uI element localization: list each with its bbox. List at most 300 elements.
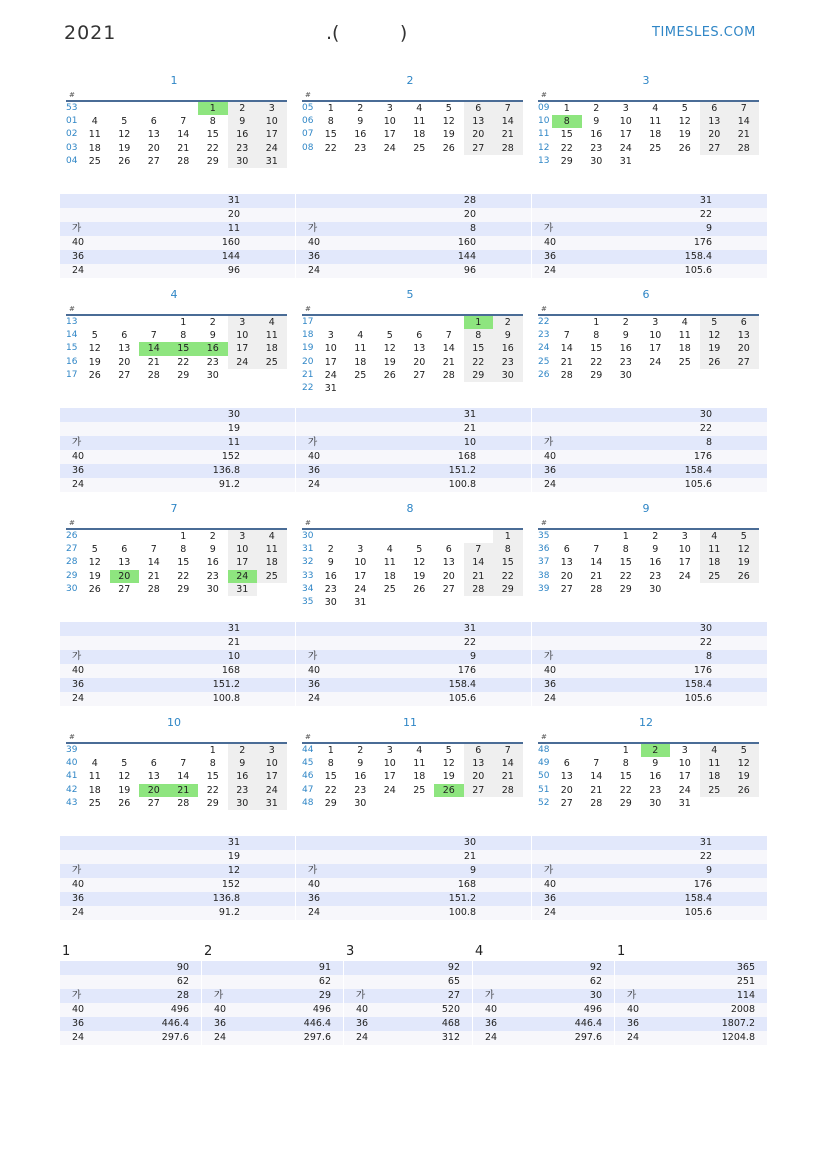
day-cell: 28 — [177, 155, 190, 167]
stats-value: 176 — [457, 665, 476, 676]
day-cell: 2 — [652, 531, 659, 542]
day-cell: 28 — [147, 369, 160, 381]
stats-label: 40 — [308, 237, 321, 248]
stats-value: 168 — [221, 665, 240, 676]
day-cell: 19 — [383, 356, 396, 368]
stats-row — [60, 836, 295, 850]
day-cell: 16 — [493, 342, 523, 355]
month-grid — [302, 314, 523, 395]
stats-table — [532, 836, 767, 920]
day-cell: 15 — [177, 557, 190, 569]
day-cell: 24 — [649, 356, 662, 368]
day-cell: 1 — [493, 530, 523, 543]
week-row — [538, 142, 759, 155]
week-number: 22 — [302, 382, 314, 393]
day-cell: 29 — [324, 797, 337, 809]
stats-row — [532, 436, 767, 450]
stats-label: 40 — [72, 237, 85, 248]
week-row — [302, 128, 523, 141]
day-cell: 29 — [177, 583, 190, 595]
day-cell: 19 — [118, 784, 131, 796]
day-cell: 10 — [619, 116, 632, 128]
stats-value: 176 — [693, 237, 712, 248]
day-cell: 15 — [464, 342, 494, 355]
day-cell: 23 — [228, 784, 258, 797]
week-row — [302, 797, 523, 810]
day-cell: 6 — [121, 544, 128, 556]
day-cell: 2 — [357, 745, 364, 756]
week-number: 48 — [302, 797, 314, 808]
week-number: 42 — [66, 784, 78, 795]
stats-label: 40 — [308, 879, 321, 890]
stats-table — [532, 194, 767, 278]
day-cell: 7 — [445, 330, 452, 342]
brand-link[interactable]: TIMESLES.COM — [652, 25, 756, 40]
week-row — [302, 744, 523, 757]
day-cell: 9 — [228, 115, 258, 128]
week-number: 16 — [66, 356, 78, 367]
day-cell: 13 — [464, 115, 494, 128]
stats-row — [532, 464, 767, 478]
month-grid — [66, 742, 287, 810]
week-number: 17 — [66, 369, 78, 380]
stats-value: 31 — [699, 195, 712, 206]
week-number: 08 — [302, 142, 314, 153]
day-cell: 1 — [198, 102, 228, 115]
stats-row — [532, 422, 767, 436]
stats-value: 8 — [705, 437, 712, 448]
week-number: 53 — [66, 103, 78, 113]
stats-label: 24 — [485, 1032, 498, 1043]
empty-day-cell — [80, 530, 110, 543]
stats-label: 가 — [544, 223, 554, 234]
stats-table — [344, 961, 472, 1045]
day-cell: 22 — [324, 142, 337, 154]
week-number: 50 — [538, 771, 550, 782]
week-row — [538, 784, 759, 797]
stats-value: 158.4 — [684, 893, 712, 904]
stats-label: 24 — [544, 693, 557, 704]
week-number: 17 — [302, 317, 314, 327]
day-cell: 30 — [228, 797, 258, 810]
stats-value: 144 — [221, 251, 240, 262]
day-cell: 16 — [228, 770, 258, 783]
stats-row — [60, 961, 201, 975]
week-number: 20 — [302, 356, 314, 367]
week-row — [66, 770, 287, 783]
day-cell: 3 — [357, 544, 364, 556]
day-cell: 5 — [729, 530, 759, 543]
week-number: 29 — [66, 570, 78, 581]
week-number: 47 — [302, 784, 314, 795]
stats-row — [60, 975, 201, 989]
stats-label: 36 — [72, 1018, 85, 1029]
week-row — [66, 329, 287, 342]
stats-label: 가 — [308, 865, 318, 876]
stats-label: 가 — [308, 651, 318, 662]
stats-value: 144 — [457, 251, 476, 262]
month-calendar — [296, 716, 524, 810]
month-calendar — [532, 502, 760, 596]
day-cell: 9 — [209, 330, 216, 342]
day-cell: 29 — [619, 583, 632, 595]
day-cell: 22 — [493, 570, 523, 583]
day-cell: 13 — [700, 115, 730, 128]
week-number-header: # — [541, 305, 547, 313]
stats-value: 31 — [227, 837, 240, 848]
stats-row — [202, 1017, 343, 1031]
empty-day-cell — [464, 382, 494, 395]
empty-day-cell — [375, 797, 405, 810]
day-cell: 1 — [563, 103, 570, 114]
day-cell: 25 — [383, 583, 396, 595]
empty-day-cell — [375, 316, 405, 329]
stats-value: 31 — [227, 623, 240, 634]
week-number: 18 — [302, 330, 314, 341]
day-cell: 12 — [383, 343, 396, 355]
day-cell: 8 — [622, 758, 629, 770]
day-cell: 25 — [354, 369, 367, 381]
week-row — [302, 757, 523, 770]
day-cell: 16 — [619, 343, 632, 355]
day-cell: 31 — [678, 797, 691, 809]
month-title: 1 — [170, 74, 178, 87]
stats-value: 27 — [447, 990, 460, 1001]
day-cell: 31 — [257, 155, 287, 168]
day-cell: 6 — [150, 758, 157, 770]
empty-day-cell — [169, 102, 199, 115]
day-cell: 21 — [147, 570, 160, 582]
day-cell: 15 — [493, 556, 523, 569]
stats-value: 30 — [699, 409, 712, 420]
day-cell: 18 — [88, 784, 101, 796]
empty-day-cell — [316, 316, 346, 329]
stats-value: 20 — [227, 209, 240, 220]
stats-label: 36 — [308, 465, 321, 476]
stats-value: 11 — [227, 223, 240, 234]
stats-row — [473, 989, 614, 1003]
day-cell: 17 — [649, 343, 662, 355]
empty-day-cell — [346, 382, 376, 395]
day-cell: 8 — [593, 330, 600, 342]
day-cell: 29 — [619, 797, 632, 809]
day-cell: 22 — [206, 142, 219, 154]
stats-row — [473, 975, 614, 989]
day-cell: 17 — [228, 342, 258, 355]
week-row — [302, 102, 523, 115]
day-cell: 19 — [729, 770, 759, 783]
day-cell: 19 — [442, 771, 455, 783]
stats-row — [60, 436, 295, 450]
stats-row — [296, 906, 531, 920]
stats-row — [532, 236, 767, 250]
day-cell: 15 — [169, 342, 199, 355]
day-cell: 14 — [177, 129, 190, 141]
stats-row — [296, 850, 531, 864]
day-cell: 28 — [442, 369, 455, 381]
month-title: 12 — [639, 716, 653, 729]
day-cell: 10 — [324, 343, 337, 355]
month-calendar — [296, 74, 524, 155]
day-cell: 12 — [729, 757, 759, 770]
stats-row — [296, 892, 531, 906]
day-cell: 19 — [88, 570, 101, 582]
day-cell: 14 — [493, 757, 523, 770]
day-cell: 2 — [357, 103, 364, 114]
day-cell: 11 — [354, 343, 367, 355]
stats-label: 가 — [627, 990, 637, 1001]
empty-day-cell — [552, 744, 582, 757]
stats-row — [60, 250, 295, 264]
day-cell: 7 — [729, 102, 759, 115]
stats-value: 91.2 — [218, 479, 240, 490]
day-cell: 26 — [700, 356, 730, 369]
day-cell: 20 — [413, 356, 426, 368]
empty-day-cell — [464, 596, 494, 609]
day-cell: 7 — [180, 116, 187, 128]
day-cell: 16 — [354, 771, 367, 783]
day-cell: 25 — [88, 155, 101, 167]
day-cell: 5 — [386, 330, 393, 342]
day-cell: 6 — [445, 544, 452, 556]
week-number: 21 — [302, 369, 314, 380]
day-cell: 24 — [383, 142, 396, 154]
day-cell: 6 — [563, 544, 570, 556]
day-cell: 23 — [324, 583, 337, 595]
stats-value: 19 — [227, 423, 240, 434]
stats-value: 160 — [221, 237, 240, 248]
stats-row — [532, 836, 767, 850]
day-cell: 9 — [357, 116, 364, 128]
empty-day-cell — [139, 530, 169, 543]
stats-value: 62 — [589, 976, 602, 987]
stats-value: 21 — [463, 851, 476, 862]
week-row — [538, 770, 759, 783]
day-cell: 30 — [228, 155, 258, 168]
stats-label: 36 — [214, 1018, 227, 1029]
day-cell: 28 — [590, 797, 603, 809]
stats-label: 40 — [72, 451, 85, 462]
empty-day-cell — [434, 596, 464, 609]
stats-row — [532, 892, 767, 906]
day-cell: 1 — [464, 316, 494, 329]
empty-day-cell — [346, 530, 376, 543]
day-cell: 16 — [206, 557, 219, 569]
day-cell: 14 — [590, 771, 603, 783]
stats-label: 36 — [308, 893, 321, 904]
day-cell: 24 — [383, 784, 396, 796]
stats-label: 가 — [72, 651, 82, 662]
month-calendar — [60, 716, 288, 810]
week-number: 43 — [66, 797, 78, 808]
stats-value: 176 — [693, 451, 712, 462]
week-row — [538, 757, 759, 770]
empty-day-cell — [582, 530, 612, 543]
day-cell: 18 — [383, 570, 396, 582]
stats-row — [60, 408, 295, 422]
day-cell: 24 — [324, 369, 337, 381]
empty-day-cell — [110, 744, 140, 757]
stats-value: 91 — [318, 962, 331, 973]
stats-value: 22 — [463, 637, 476, 648]
stats-label: 24 — [72, 693, 85, 704]
day-cell: 21 — [147, 356, 160, 368]
stats-value: 30 — [227, 409, 240, 420]
day-cell: 5 — [91, 330, 98, 342]
week-row — [66, 570, 287, 583]
stats-label: 24 — [308, 479, 321, 490]
stats-label: 24 — [72, 1032, 85, 1043]
day-cell: 6 — [729, 316, 759, 329]
week-number-header: # — [541, 91, 547, 99]
day-cell: 24 — [354, 583, 367, 595]
empty-day-cell — [729, 369, 759, 382]
day-cell: 6 — [563, 758, 570, 770]
day-cell: 10 — [383, 116, 396, 128]
week-number: 45 — [302, 758, 314, 769]
stats-label: 24 — [356, 1032, 369, 1043]
week-number-header: # — [541, 733, 547, 741]
stats-row — [60, 664, 295, 678]
day-cell: 22 — [206, 784, 219, 796]
day-cell: 28 — [493, 784, 523, 797]
day-cell: 9 — [622, 330, 629, 342]
stats-row — [615, 1017, 767, 1031]
stats-row — [532, 194, 767, 208]
week-number: 04 — [66, 155, 78, 166]
day-cell: 6 — [416, 330, 423, 342]
month-calendar — [60, 502, 288, 596]
day-cell: 6 — [121, 330, 128, 342]
stats-row — [202, 975, 343, 989]
day-cell: 12 — [678, 116, 691, 128]
day-cell: 2 — [209, 531, 216, 542]
stats-value: 496 — [170, 1004, 189, 1015]
stats-row — [296, 478, 531, 492]
day-cell: 17 — [383, 771, 396, 783]
week-row — [66, 797, 287, 810]
day-cell: 13 — [147, 129, 160, 141]
week-number-header: # — [69, 91, 75, 99]
empty-day-cell — [434, 797, 464, 810]
empty-day-cell — [700, 369, 730, 382]
month-grid — [538, 100, 759, 168]
month-calendar — [296, 288, 524, 395]
stats-value: 176 — [693, 665, 712, 676]
day-cell: 24 — [619, 142, 632, 154]
day-cell: 5 — [445, 103, 452, 114]
day-cell: 24 — [228, 356, 258, 369]
day-cell: 9 — [593, 116, 600, 128]
day-cell: 23 — [649, 784, 662, 796]
stats-label: 40 — [308, 451, 321, 462]
day-cell: 17 — [619, 129, 632, 141]
week-number: 06 — [302, 116, 314, 127]
stats-label: 36 — [544, 465, 557, 476]
empty-day-cell — [434, 530, 464, 543]
day-cell: 19 — [729, 556, 759, 569]
week-row — [66, 530, 287, 543]
day-cell: 26 — [383, 369, 396, 381]
day-cell: 12 — [442, 758, 455, 770]
stats-row — [296, 208, 531, 222]
stats-value: 152 — [221, 879, 240, 890]
stats-value: 1204.8 — [721, 1032, 755, 1043]
week-row — [538, 128, 759, 141]
empty-day-cell — [464, 797, 494, 810]
month-title: 11 — [403, 716, 417, 729]
week-number-header: # — [305, 305, 311, 313]
day-cell: 22 — [324, 784, 337, 796]
day-cell: 1 — [327, 103, 334, 114]
stats-label: 40 — [544, 665, 557, 676]
day-cell: 17 — [383, 129, 396, 141]
month-grid — [302, 528, 523, 609]
stats-row — [532, 664, 767, 678]
week-row — [66, 784, 287, 797]
day-cell: 20 — [729, 342, 759, 355]
day-cell: 26 — [442, 142, 455, 154]
day-cell: 17 — [257, 770, 287, 783]
empty-day-cell — [552, 316, 582, 329]
day-cell: 30 — [206, 583, 219, 595]
week-number: 24 — [538, 343, 550, 354]
stats-label: 24 — [544, 479, 557, 490]
day-cell: 11 — [700, 757, 730, 770]
month-calendar — [60, 74, 288, 168]
stats-row — [344, 1031, 472, 1045]
day-cell: 27 — [413, 369, 426, 381]
stats-label: 40 — [308, 665, 321, 676]
stats-row — [296, 678, 531, 692]
week-number: 36 — [538, 544, 550, 555]
day-cell: 20 — [700, 128, 730, 141]
day-cell: 27 — [700, 142, 730, 155]
day-cell: 4 — [700, 530, 730, 543]
week-row — [302, 329, 523, 342]
day-cell: 15 — [619, 557, 632, 569]
stats-row — [296, 408, 531, 422]
day-cell: 4 — [91, 116, 98, 128]
day-cell: 30 — [649, 797, 662, 809]
stats-row — [60, 692, 295, 706]
week-row — [66, 128, 287, 141]
week-number: 10 — [538, 116, 550, 127]
calendar-subtitle: .( ) — [326, 22, 408, 44]
day-cell: 15 — [590, 343, 603, 355]
week-row — [302, 556, 523, 569]
stats-row — [60, 478, 295, 492]
empty-day-cell — [464, 530, 494, 543]
stats-value: 446.4 — [161, 1018, 189, 1029]
day-cell: 18 — [88, 142, 101, 154]
stats-label: 가 — [356, 990, 366, 1001]
stats-row — [60, 906, 295, 920]
day-cell: 19 — [118, 142, 131, 154]
stats-value: 65 — [447, 976, 460, 987]
day-cell: 10 — [228, 329, 258, 342]
day-cell: 27 — [729, 356, 759, 369]
week-number: 30 — [302, 531, 314, 541]
week-row — [66, 744, 287, 757]
stats-value: 297.6 — [303, 1032, 331, 1043]
week-number: 02 — [66, 129, 78, 140]
day-cell: 4 — [91, 758, 98, 770]
day-cell: 13 — [118, 343, 131, 355]
stats-value: 100.8 — [448, 479, 476, 490]
stats-row — [60, 194, 295, 208]
empty-day-cell — [80, 316, 110, 329]
